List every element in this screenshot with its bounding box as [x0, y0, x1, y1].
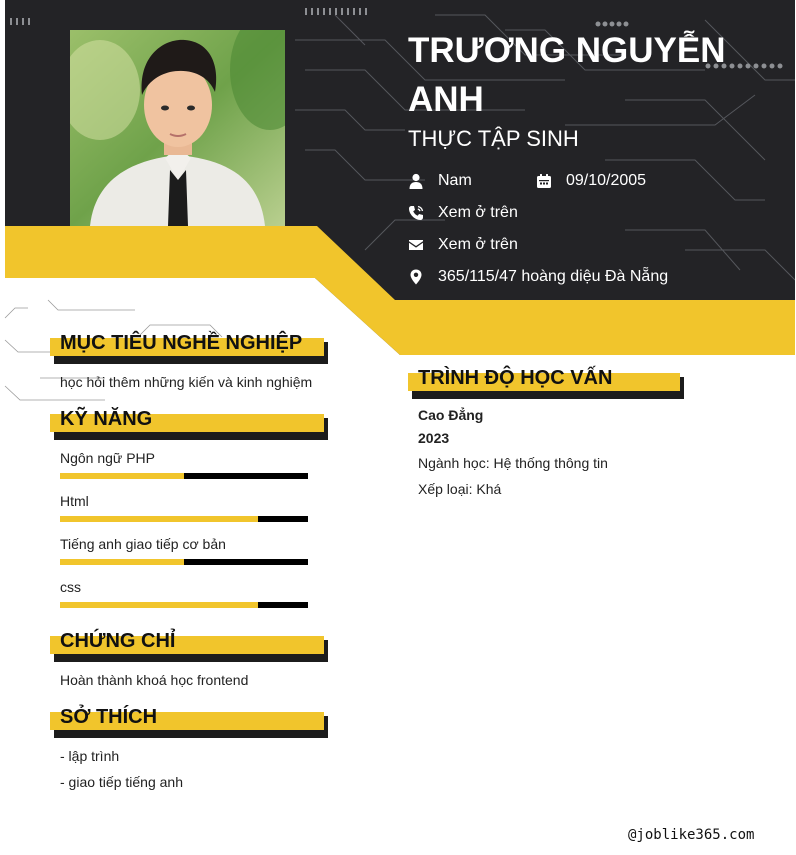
skill-name: Html — [60, 493, 89, 509]
certificates-heading: CHỨNG CHỈ — [60, 630, 176, 652]
birthdate-row — [536, 172, 646, 190]
graduation-year: 2023 — [418, 430, 450, 446]
email-value: Xem ở trên — [438, 236, 518, 253]
skills-heading: KỸ NĂNG — [60, 408, 153, 430]
skill-name: Tiếng anh giao tiếp cơ bản — [60, 536, 226, 552]
gender-value: Nam — [438, 172, 472, 189]
hobby-item: - lập trình — [60, 748, 120, 764]
skill-name: css — [60, 579, 81, 595]
rank-text: Xếp loại: Khá — [418, 481, 502, 497]
map-pin-icon — [408, 269, 424, 285]
user-icon — [408, 173, 424, 189]
phone-value: Xem ở trên — [438, 204, 518, 221]
birthdate-value: 09/10/2005 — [566, 172, 647, 189]
skill-level-bar — [60, 559, 308, 565]
job-title: THỰC TẬP SINH — [408, 126, 579, 151]
skill-level-bar — [60, 473, 308, 479]
hobby-item: - giao tiếp tiếng anh — [60, 774, 183, 790]
skill-level-bar — [60, 602, 308, 608]
gender-row — [408, 172, 472, 190]
envelope-icon — [408, 237, 424, 253]
profile-photo — [70, 30, 285, 226]
phone-row — [408, 204, 518, 222]
major-text: Ngành học: Hệ thống thông tin — [418, 455, 608, 471]
objective-text: học hỏi thêm những kiến và kinh nghiệm — [60, 374, 313, 390]
candidate-name: TRƯƠNG NGUYỄN ANH — [408, 31, 726, 119]
watermark: @joblike365.com — [628, 827, 755, 843]
email-row — [408, 236, 518, 254]
address-value: 365/115/47 hoàng diệu Đà Nẵng — [438, 268, 669, 285]
objective-heading: MỤC TIÊU NGHỀ NGHIỆP — [60, 332, 303, 354]
skill-name: Ngôn ngữ PHP — [60, 450, 155, 466]
address-row — [408, 268, 668, 286]
certificate-text: Hoàn thành khoá học frontend — [60, 672, 249, 688]
phone-icon — [408, 205, 424, 221]
hobbies-heading: SỞ THÍCH — [60, 706, 158, 728]
skill-level-bar — [60, 516, 308, 522]
calendar-icon — [536, 173, 552, 189]
school-name: Cao Đẳng — [418, 407, 484, 423]
education-heading: TRÌNH ĐỘ HỌC VẤN — [418, 367, 613, 389]
